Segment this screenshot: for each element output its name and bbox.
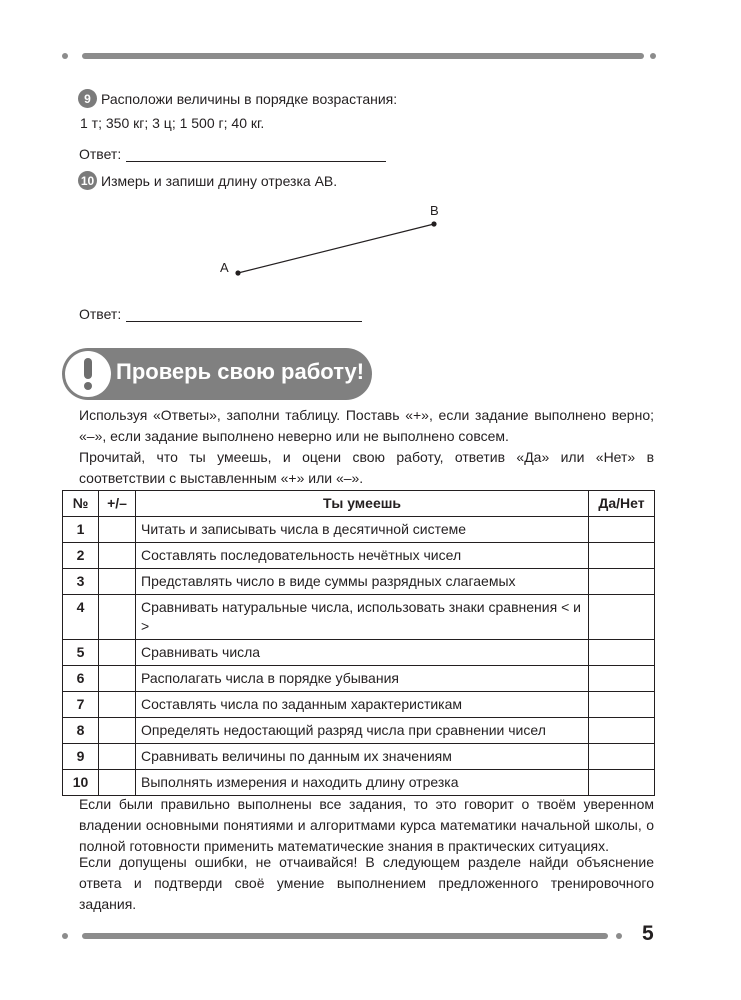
instruction-paragraph-1: Используя «Ответы», заполни таблицу. Поставь «+», если задание выполнено верно; «–», если задание выполнено неверно или не выполнено совсем.: [79, 407, 654, 444]
skill-text: Составлять последовательность нечётных чисел: [136, 543, 589, 569]
row-number: 1: [63, 517, 99, 543]
row-number: 5: [63, 640, 99, 666]
plus-minus-cell[interactable]: [99, 595, 136, 640]
divider-bar: [82, 933, 608, 939]
plus-minus-cell[interactable]: [99, 718, 136, 744]
point-b: [431, 221, 436, 226]
plus-minus-cell[interactable]: [99, 692, 136, 718]
skill-text: Выполнять измерения и находить длину отрезка: [136, 770, 589, 796]
header-yes-no: Да/Нет: [589, 491, 655, 517]
table-row: [63, 666, 655, 692]
skill-text: Сравнивать величины по данным их значениям: [136, 744, 589, 770]
skill-text: Сравнивать числа: [136, 640, 589, 666]
point-a-label: A: [220, 260, 229, 275]
bottom-divider: [62, 932, 622, 940]
row-number: 6: [63, 666, 99, 692]
table-row: [63, 640, 655, 666]
answer-label: Ответ:: [79, 146, 122, 162]
closing-paragraph-1: Если были правильно выполнены все задания, то это говорит о твоём уверенном владении основными понятиями и алгоритмами курса математики начальной школы, о полной готовности применить математические знания в практических ситуациях.: [79, 796, 654, 854]
table-row: [63, 718, 655, 744]
header-skill: Ты умеешь: [136, 491, 589, 517]
task-9-values: 1 т; 350 кг; 3 ц; 1 500 г; 40 кг.: [80, 115, 265, 131]
table-row: [63, 744, 655, 770]
point-b-label: B: [430, 203, 439, 218]
plus-minus-cell[interactable]: [99, 543, 136, 569]
instruction-paragraph-2: Прочитай, что ты умеешь, и оцени свою работу, ответив «Да» или «Нет» в соответствии с выставленным «+» или «–».: [79, 449, 654, 486]
answer-blank-line[interactable]: [126, 307, 362, 322]
check-work-title: Проверь свою работу!: [116, 359, 365, 384]
plus-minus-cell[interactable]: [99, 569, 136, 595]
yes-no-cell[interactable]: [589, 595, 655, 640]
task-10-answer: [79, 306, 362, 322]
segment-ab: [238, 224, 434, 273]
plus-minus-cell[interactable]: [99, 744, 136, 770]
table-row: [63, 543, 655, 569]
header-plus-minus: +/–: [99, 491, 136, 517]
yes-no-cell[interactable]: [589, 517, 655, 543]
plus-minus-cell[interactable]: [99, 640, 136, 666]
yes-no-cell[interactable]: [589, 718, 655, 744]
skill-text: Располагать числа в порядке убывания: [136, 666, 589, 692]
header-number: №: [63, 491, 99, 517]
task-10-text: Измерь и запиши длину отрезка AB.: [101, 172, 338, 189]
point-a: [235, 270, 240, 275]
closing-paragraph-2: Если допущены ошибки, не отчаивайся! В следующем разделе найди объяснение ответа и подтверди своё умение выполнением предложенного тренировочного задания.: [79, 854, 654, 912]
skill-text: Сравнивать натуральные числа, использовать знаки сравнения < и >: [136, 595, 589, 640]
yes-no-cell[interactable]: [589, 640, 655, 666]
row-number: 2: [63, 543, 99, 569]
segment-ab-figure: [0, 0, 741, 300]
row-number: 10: [63, 770, 99, 796]
row-number: 9: [63, 744, 99, 770]
yes-no-cell[interactable]: [589, 569, 655, 595]
yes-no-cell[interactable]: [589, 543, 655, 569]
row-number: 7: [63, 692, 99, 718]
skill-text: Определять недостающий разряд числа при сравнении чисел: [136, 718, 589, 744]
skill-text: Составлять числа по заданным характеристикам: [136, 692, 589, 718]
row-number: 3: [63, 569, 99, 595]
skill-text: Читать и записывать числа в десятичной системе: [136, 517, 589, 543]
task-9-number-badge: 9: [78, 89, 97, 108]
exclamation-icon: [65, 351, 111, 397]
task-10-number-badge: 10: [78, 171, 97, 190]
check-work-banner: [62, 348, 372, 400]
skill-text: Представлять число в виде суммы разрядных слагаемых: [136, 569, 589, 595]
table-row: [63, 569, 655, 595]
table-row: [63, 692, 655, 718]
row-number: 4: [63, 595, 99, 640]
table-row: [63, 770, 655, 796]
task-9-text: Расположи величины в порядке возрастания:: [101, 90, 398, 107]
yes-no-cell[interactable]: [589, 692, 655, 718]
page-number: 5: [642, 922, 654, 945]
table-row: [63, 517, 655, 543]
yes-no-cell[interactable]: [589, 666, 655, 692]
self-assessment-table: [62, 490, 655, 796]
table-row: [63, 595, 655, 640]
divider-dot: [616, 933, 622, 939]
yes-no-cell[interactable]: [589, 770, 655, 796]
answer-label: Ответ:: [79, 306, 122, 322]
plus-minus-cell[interactable]: [99, 517, 136, 543]
divider-dot: [62, 933, 68, 939]
yes-no-cell[interactable]: [589, 744, 655, 770]
row-number: 8: [63, 718, 99, 744]
plus-minus-cell[interactable]: [99, 770, 136, 796]
plus-minus-cell[interactable]: [99, 666, 136, 692]
table-header-row: [63, 491, 655, 517]
